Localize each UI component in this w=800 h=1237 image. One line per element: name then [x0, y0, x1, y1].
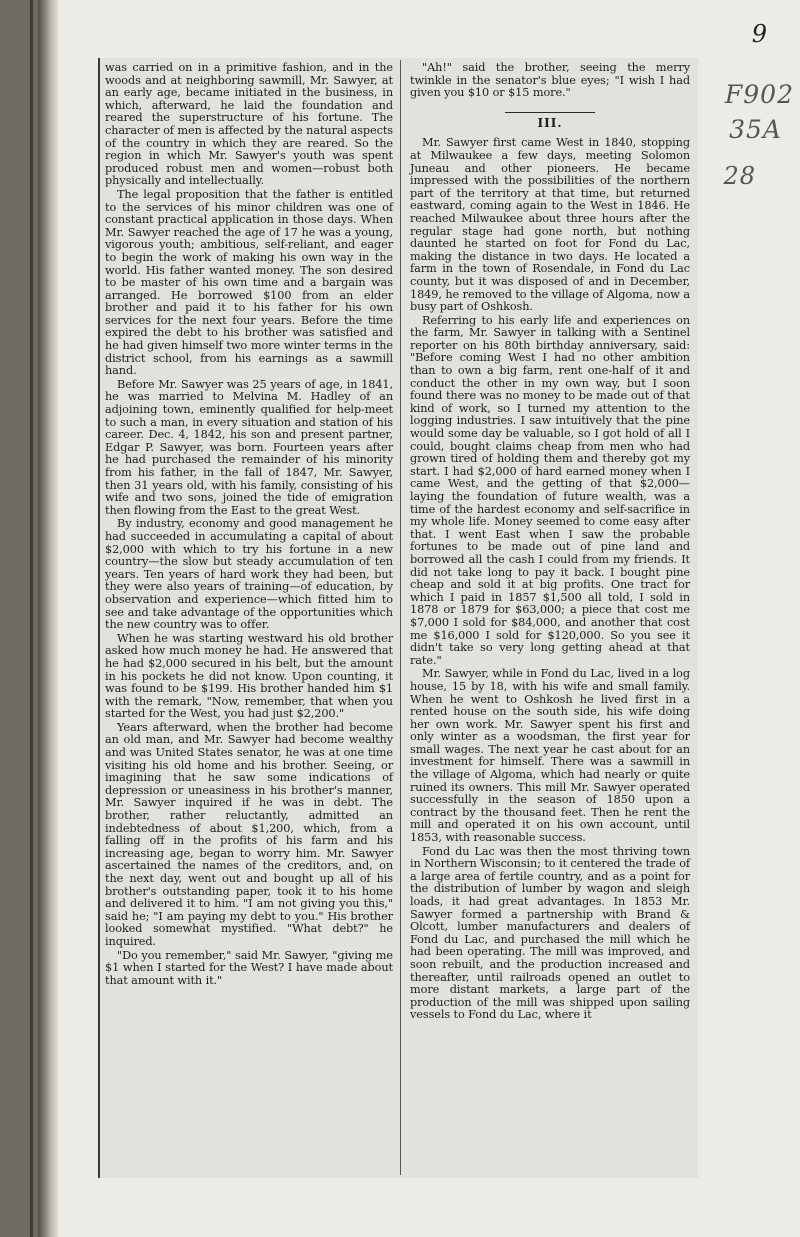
paragraph: Years afterward, when the brother had become an old man, and Mr. Sawyer had become wealthy and was United States senator, he was at one time visiting his old home and his brother. Seeing, or imagining that he saw some indications of depression or uneasiness in his brother's manner, Mr. Sawyer inquired if he was in debt. The brother, rather reluctantly, admitted an indebtedness of about $1,200, which, from a falling off in the profits of his farm and his increasing age, began to worry him. Mr. Sawyer ascertained the names of the creditors, and, on the next day, went out and bought up all of his brother's outstanding paper, took it to his home and delivered it to him. "I am not giving you this," said he; "I am paying my debt to you." His brother looked somewhat mystified. "What debt?" he inquired.: [105, 720, 393, 948]
column-rule: [400, 60, 401, 1175]
paragraph: When he was starting westward his old brother asked how much money he had. He answered that he had $2,000 secured in his belt, but the amount in his pockets he did not know. Upon counting, it was found to be $199. His brother handed him $1 with the remark, "Now, remember, that when you started for the West, you had just $2,200.": [105, 631, 393, 721]
paragraph: By industry, economy and good management he had succeeded in accumulating a capital of about $2,000 with which to try his fortune in a new country—the slow but steady accumulation of ten years. Ten years of hard work they had been, but they were also years of training—of education, by observation and experience—which fitted him to see and take advantage of the opportunities which the new country was to offer.: [105, 517, 393, 632]
handwritten-catalog-number-3: 28: [723, 162, 756, 190]
paragraph-intro: "Ah!" said the brother, seeing the merry twinkle in the senator's blue eyes; "I wish I had given you $10 or $15 more.": [410, 61, 690, 100]
left-column: [105, 62, 393, 988]
section-divider: [505, 112, 595, 113]
paragraph: Mr. Sawyer, while in Fond du Lac, lived in a log house, 15 by 18, with his wife and small family. When he went to Oshkosh he lived first in a rented house on the south side, his wife doing her own work. Mr. Sawyer spent his first and only winter as a woodsman, the first year for small wages. The next year he cast about for an investment for himself. There was a sawmill in the village of Algoma, which had nearly or quite ruined its owners. This mill Mr. Sawyer operated successfully in the season of 1850 upon a contract by the thousand feet. Then he rent the mill and operated it on his own account, until 1853, with reasonable success.: [410, 667, 690, 845]
handwritten-page-number: 9: [751, 20, 768, 48]
section-heading: III.: [537, 115, 563, 130]
paragraph: Before Mr. Sawyer was 25 years of age, in 1841, he was married to Melvina M. Hadley of an adjoining town, eminently qualified for help-meet to such a man, in every situation and station of his career. Dec. 4, 1842, his son and present partner, Edgar P. Sawyer, was born. Fourteen years after he had purchased the remainder of his minority from his father, in the fall of 1847, Mr. Sawyer, then 31 years old, with his family, consisting of his wife and two sons, joined the tide of emigration then flowing from the East to the great West.: [105, 377, 393, 517]
handwritten-catalog-number-2: 35A: [729, 115, 782, 144]
paragraph: "Do you remember," said Mr. Sawyer, "giving me $1 when I started for the West? I have made about that amount with it.": [105, 948, 393, 987]
scan-border: [30, 0, 33, 1237]
paragraph: was carried on in a primitive fashion, and in the woods and at neighboring sawmill, Mr. Sawyer, at an early age, became initiated in the business, in which, afterward, he laid the foundation and reared the superstructure of his fortune. The character of men is affected by the natural aspects of the country in which they are reared. So the region in which Mr. Sawyer's youth was spent produced robust men and women—robust both physically and intellectually.: [105, 61, 393, 188]
paragraph: Referring to his early life and experiences on the farm, Mr. Sawyer in talking with a Sentinel reporter on his 80th birthday anniversary, said: "Before coming West I had no other ambition than to own a big farm, rent one-half of it and conduct the other in my own way, but I soon found there was no money to be made out of that kind of work, so I turned my attention to the logging industries. I saw intuitively that the pine would some day be valuable, so I got hold of all I could, bought claims cheap from men who had grown tired of holding them and thereby got my start. I had $2,000 of hard earned money when I came West, and the getting of that $2,000—laying the foundation of future wealth, was a time of the hardest economy and self-sacrifice in my whole life. Money seemed to come easy after that. I went East when I saw the probable fortunes to be made out of pine land and borrowed all the cash I could from my friends. It did not take long to pay it back. I bought pine cheap and sold it at big profits. One tract for which I paid in 1857 $1,500 all told, I sold in 1878 or 1879 for $63,000; a piece that cost me $7,000 I sold for $84,000, and another that cost me $16,000 I sold for $120,000. So you see it didn't take so very long getting ahead at that rate.": [410, 313, 690, 667]
paragraph: Mr. Sawyer first came West in 1840, stopping at Milwaukee a few days, meeting Solomon Juneau and other pioneers. He became impressed with the possibilities of the northern part of the territory at that time, but returned eastward, coming again to the West in 1846. He reached Milwaukee about three hours after the regular stage had gone north, but nothing daunted he started on foot for Fond du Lac, making the distance in two days. He located a farm in the town of Rosendale, in Fond du Lac county, but it was disposed of and in December, 1849, he removed to the village of Algoma, now a busy part of Oshkosh.: [410, 136, 690, 314]
handwritten-catalog-number: F902: [724, 80, 794, 109]
paragraph: Fond du Lac was then the most thriving town in Northern Wisconsin; to it centered the trade of a large area of fertile country, and as a point for the distribution of lumber by wagon and sleigh loads, it had great advantages. In 1853 Mr. Sawyer formed a partnership with Brand & Olcott, lumber manufacturers and dealers of Fond du Lac, and purchased the mill which he had been operating. The mill was improved, and soon rebuilt, and the production increased and thereafter, until railroads opened an outlet to more distant markets, a large part of the production of the mill was shipped upon sailing vessels to Fond du Lac, where it: [410, 844, 690, 1022]
right-column: [410, 62, 690, 1023]
paragraph: The legal proposition that the father is entitled to the services of his minor children was one of constant practical application in those days. When Mr. Sawyer reached the age of 17 he was a young, vigorous youth; ambitious, self-reliant, and eager to begin the work of making his own way in the world. His father wanted money. The son desired to be master of his own time and a bargain was arranged. He borrowed $100 from an elder brother and paid it to his father for his own services for the next four years. Before the time expired the debt to his brother was satisfied and he had given himself two more winter terms in the district school, from his earnings as a sawmill hand.: [105, 187, 393, 378]
page-edge-shadow: [38, 0, 60, 1237]
